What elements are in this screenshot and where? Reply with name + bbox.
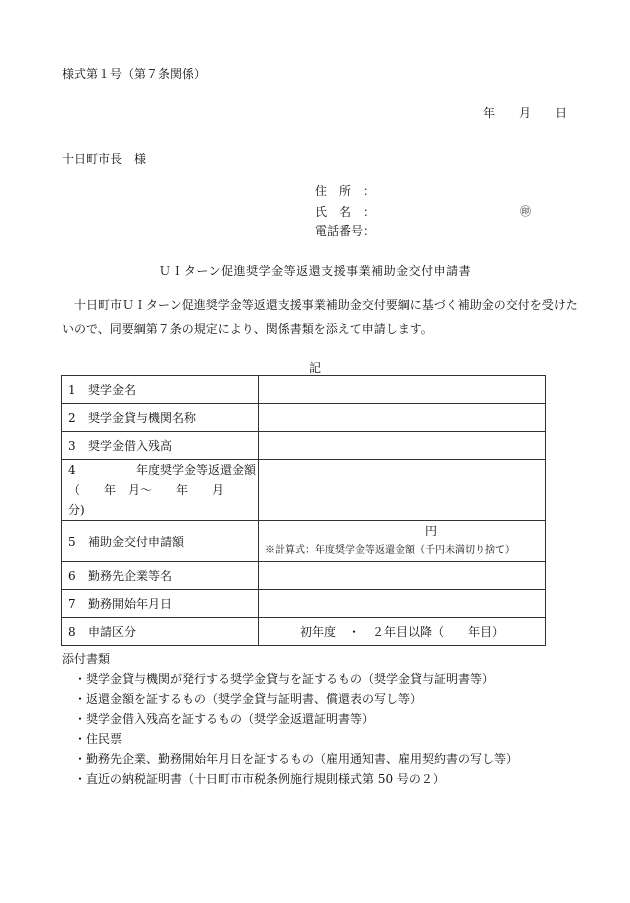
item-label-cell: 1 奨学金名 bbox=[62, 376, 259, 404]
table-row bbox=[62, 562, 546, 590]
attachments-title: 添付書類 bbox=[62, 652, 111, 666]
seal-mark: ㊞ bbox=[520, 205, 531, 218]
table-row bbox=[62, 521, 546, 562]
recipient: 十日町市長 様 bbox=[62, 152, 147, 166]
body-text: 十日町市ＵＩターン促進奨学金等返還支援事業補助金交付要綱に基づく補助金の交付を受けたいので、同要綱第７条の規定により、関係書類を添えて申請します。 bbox=[62, 298, 578, 336]
date-year-label: 年 bbox=[483, 106, 496, 120]
list-item: ・奨学金貸与機関が発行する奨学金貸与を証するもの（奨学金貸与証明書等） bbox=[74, 672, 495, 686]
list-item: ・直近の納税証明書（十日町市市税条例施行規則様式第 50 号の２） bbox=[74, 772, 445, 786]
date-month-label: 月 bbox=[519, 106, 532, 120]
item-value-cell[interactable] bbox=[259, 590, 546, 618]
attachments-list bbox=[74, 669, 518, 789]
list-item: ・勤務先企業、勤務開始年月日を証するもの（雇用通知書、雇用契約書の写し等） bbox=[74, 752, 519, 766]
applicant-address-row bbox=[315, 182, 375, 199]
item-label-cell: 5 補助金交付申請額 bbox=[62, 521, 259, 562]
item-value-cell[interactable] bbox=[259, 521, 546, 562]
list-item: ・奨学金借入残高を証するもの（奨学金返還証明書等） bbox=[74, 712, 375, 726]
item-label-cell: 7 勤務開始年月日 bbox=[62, 590, 259, 618]
item-value-cell[interactable] bbox=[259, 376, 546, 404]
item-label-cell: 2 奨学金貸与機関名称 bbox=[62, 404, 259, 432]
table-row bbox=[62, 460, 546, 521]
table-row bbox=[62, 590, 546, 618]
item-label-cell: 3 奨学金借入残高 bbox=[62, 432, 259, 460]
date-day-label: 日 bbox=[555, 106, 568, 120]
item-value-cell[interactable] bbox=[259, 432, 546, 460]
item-value-cell[interactable] bbox=[259, 460, 546, 521]
form-number: 様式第１号（第７条関係） bbox=[62, 67, 207, 81]
phone-label: 電話番号： bbox=[315, 224, 376, 238]
applicant-phone-row bbox=[315, 222, 375, 239]
items-table bbox=[61, 375, 546, 646]
calc-note: ※計算式：年度奨学金等返還金額（千円未満切り捨て） bbox=[265, 545, 515, 556]
address-label: 住所： bbox=[315, 184, 375, 198]
ki-heading: 記 bbox=[308, 361, 321, 375]
table-row bbox=[62, 432, 546, 460]
item-value-cell[interactable] bbox=[259, 562, 546, 590]
date-line bbox=[483, 104, 567, 121]
item-label-cell: 6 勤務先企業等名 bbox=[62, 562, 259, 590]
yen-unit: 円 bbox=[424, 524, 437, 538]
item-label-cell: 4 年度奨学金等返還金額 （ 年 月～ 年 月 分) bbox=[62, 460, 259, 521]
item-value-cell[interactable] bbox=[259, 404, 546, 432]
name-label: 氏名： bbox=[315, 205, 375, 219]
applicant-name-row bbox=[315, 203, 375, 220]
document-title: ＵＩターン促進奨学金等返還支援事業補助金交付申請書 bbox=[158, 264, 472, 278]
application-category-cell[interactable]: 初年度 ・ ２年目以降（ 年目） bbox=[259, 618, 546, 646]
list-item: ・返還金額を証するもの（奨学金貸与証明書、償還表の写し等） bbox=[74, 692, 423, 706]
table-row bbox=[62, 404, 546, 432]
list-item: ・住民票 bbox=[74, 732, 123, 746]
table-row bbox=[62, 618, 546, 646]
item-label-cell: 8 申請区分 bbox=[62, 618, 259, 646]
table-row bbox=[62, 376, 546, 404]
